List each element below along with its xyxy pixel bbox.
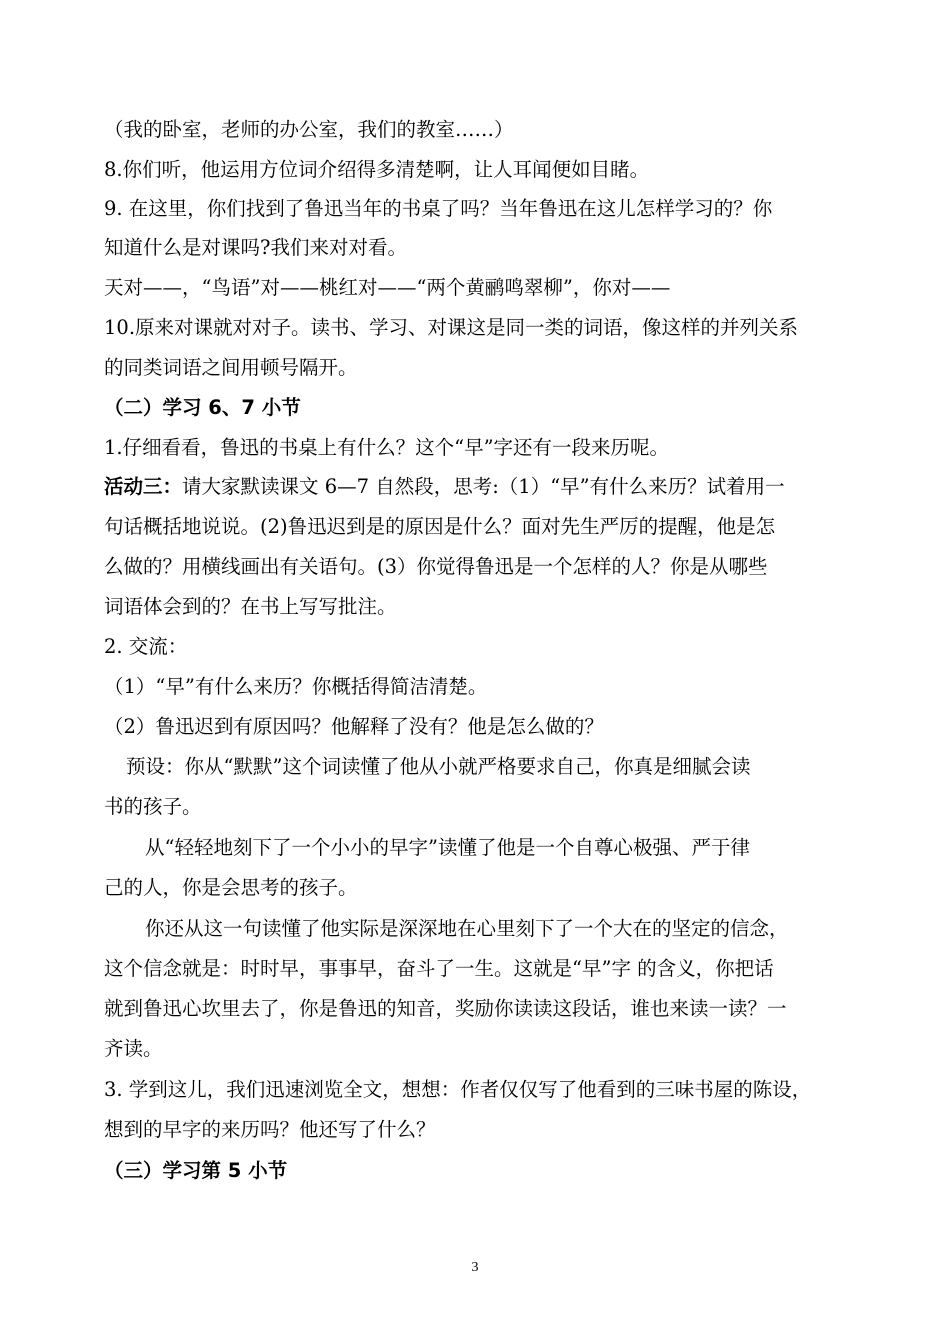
activity-text: 请大家默读课文 6—7 自然段，思考:（1）“早”有什么来历？试着用一 [182,475,785,498]
paragraph-line: 3. 学到这儿，我们迅速浏览全文，想想：作者仅仅写了他看到的三味书屋的陈设， [104,1078,812,1101]
paragraph-line: 2. 交流： [104,635,188,658]
paragraph-line: （我的卧室，老师的办公室，我们的教室……） [104,118,514,141]
activity-label: 活动三： [104,475,183,498]
paragraph-line: 你还从这一句读懂了他实际是深深地在心里刻下了一个大在的坚定的信念， [145,917,789,940]
paragraph-line: 齐读。 [104,1037,163,1060]
section-heading: （三）学习第 5 小节 [104,1159,288,1182]
paragraph-line: 1.仔细看看，鲁迅的书桌上有什么？这个“早”字还有一段来历呢。 [104,436,670,459]
activity-line [104,474,785,500]
paragraph-line: （2）鲁迅迟到有原因吗？他解释了没有？他是怎么做的？ [104,715,604,738]
paragraph-line: 想到的早字的来历吗？他还写了什么？ [104,1118,436,1141]
paragraph-line: 词语体会到的？在书上写写批注。 [104,595,397,618]
paragraph-line: 8.你们听，他运用方位词介绍得多清楚啊，让人耳闻便如目睹。 [104,158,650,181]
page-number: 3 [471,1260,479,1275]
paragraph-line: 这个信念就是：时时早，事事早，奋斗了一生。这就是“早”字 的含义，你把话 [104,957,774,980]
paragraph-line: 句话概括地说说。(2)鲁迅迟到是的原因是什么？面对先生严厉的提醒，他是怎 [104,515,776,538]
paragraph-line: 预设：你从“默默”这个词读懂了他从小就严格要求自己，你真是细腻会读 [126,755,751,778]
paragraph-line: 么做的？用横线画出有关语句。(3）你觉得鲁迅是一个怎样的人？你是从哪些 [104,555,768,578]
section-heading: （二）学习 6、7 小节 [104,396,301,419]
paragraph-line: （1）“早”有什么来历？你概括得简洁清楚。 [104,675,488,698]
paragraph-line: 从“轻轻地刻下了一个小小的早字”读懂了他是一个自尊心极强、严于律 [145,836,750,859]
paragraph-line: 天对——，“鸟语”对——桃红对——“两个黄鹂鸣翠柳”，你对—— [104,276,671,299]
paragraph-line: 的同类词语之间用顿号隔开。 [104,356,358,379]
paragraph-line: 书的孩子。 [104,795,202,818]
paragraph-line: 9. 在这里，你们找到了鲁迅当年的书桌了吗？当年鲁迅在这儿怎样学习的？你 [104,197,773,220]
paragraph-line: 知道什么是对课吗?我们来对对看。 [104,236,407,259]
paragraph-line: 就到鲁迅心坎里去了，你是鲁迅的知音，奖励你读读这段话，谁也来读一读？一 [104,997,787,1020]
paragraph-line: 己的人，你是会思考的孩子。 [104,876,358,899]
paragraph-line: 10.原来对课就对对子。读书、学习、对课这是同一类的词语，像这样的并列关系 [104,316,799,339]
